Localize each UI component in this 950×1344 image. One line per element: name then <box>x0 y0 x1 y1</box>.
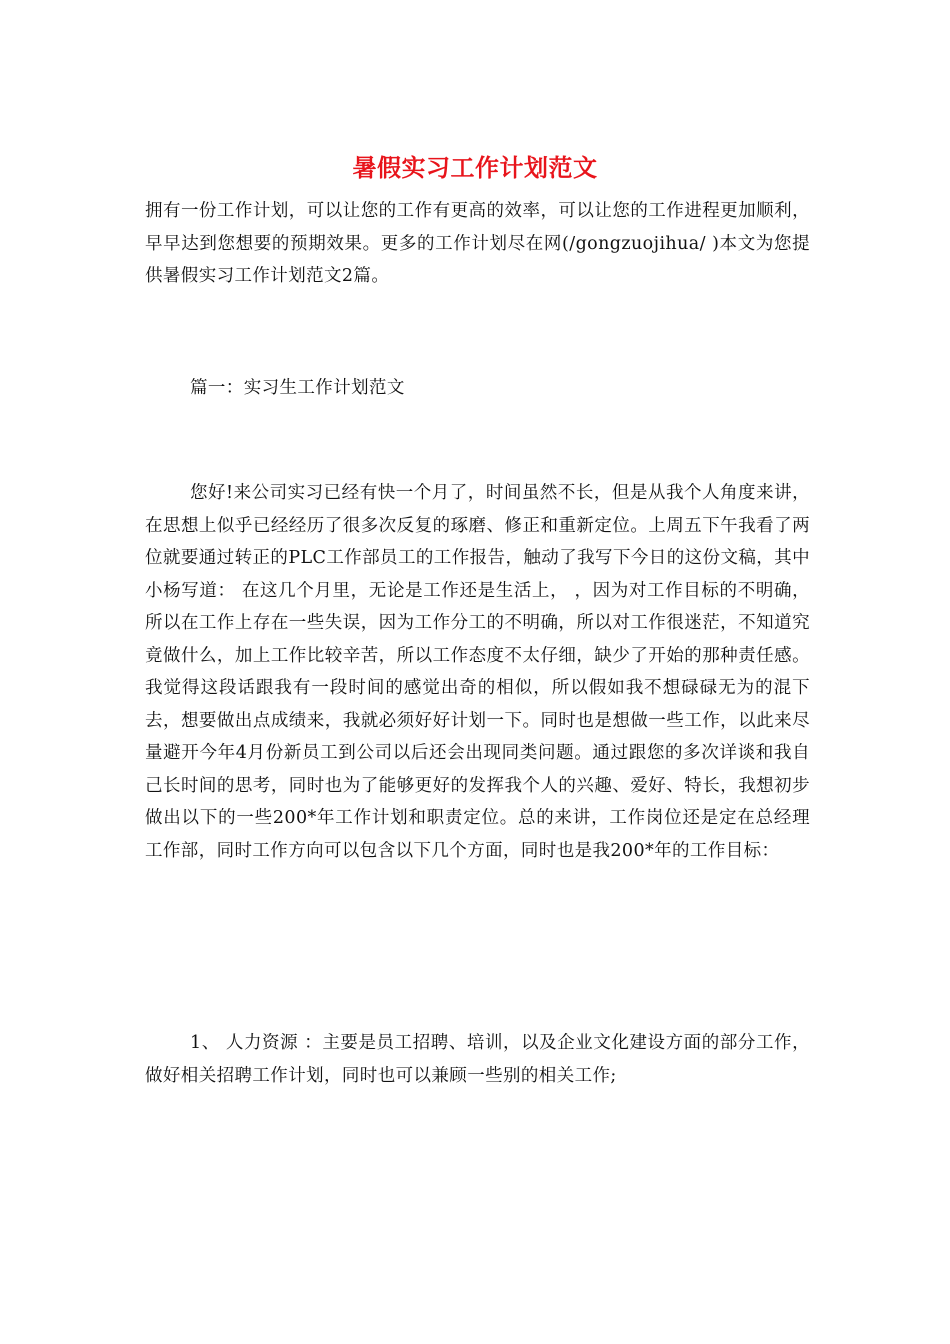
list-item-1: 1、 人力资源 ：主要是员工招聘、培训，以及企业文化建设方面的部分工作，做好相关招聘工作计划，同时也可以兼顾一些别的相关工作; <box>145 1033 810 1086</box>
intro-paragraph: 拥有一份工作计划，可以让您的工作有更高的效率，可以让您的工作进程更加顺利，早早达到您想要的预期效果。更多的工作计划尽在网(/gongzuojihua/ )本文为您提供暑假实习工作计划范文2篇。 <box>145 201 810 286</box>
section-heading: 篇一：实习生工作计划范文 <box>190 378 405 398</box>
document-title: 暑假实习工作计划范文 <box>352 153 598 182</box>
body-paragraph: 您好!来公司实习已经有快一个月了，时间虽然不长，但是从我个人角度来讲，在思想上似乎已经经历了很多次反复的琢磨、修正和重新定位。上周五下午我看了两位就要通过转正的PLC工作部员工的工作报告，触动了我写下今日的这份文稿，其中小杨写道： 在这几个月里，无论是工作还是生活上， ，因为对工作目标的不明确，所以在工作上存在一些失误，因为工作分工的不明确，所以对工作很迷茫，不知道究竟做什么，加上工作比较辛苦，所以工作态度不太仔细，缺少了开始的那种责任感。 我觉得这段话跟我有一段时间的感觉出奇的相似，所以假如我不想碌碌无为的混下去，想要做出点成绩来，我就必须好好计划一下。同时也是想做一些工作，以此来尽量避开今年4月份新员工到公司以后还会出现同类问题。通过跟您的多次详谈和我自己长时间的思考，同时也为了能够更好的发挥我个人的兴趣、爱好、特长，我想初步做出以下的一些200*年工作计划和职责定位。总的来讲，工作岗位还是定在总经理工作部，同时工作方向可以包含以下几个方面，同时也是我200*年的工作目标： <box>145 483 810 861</box>
